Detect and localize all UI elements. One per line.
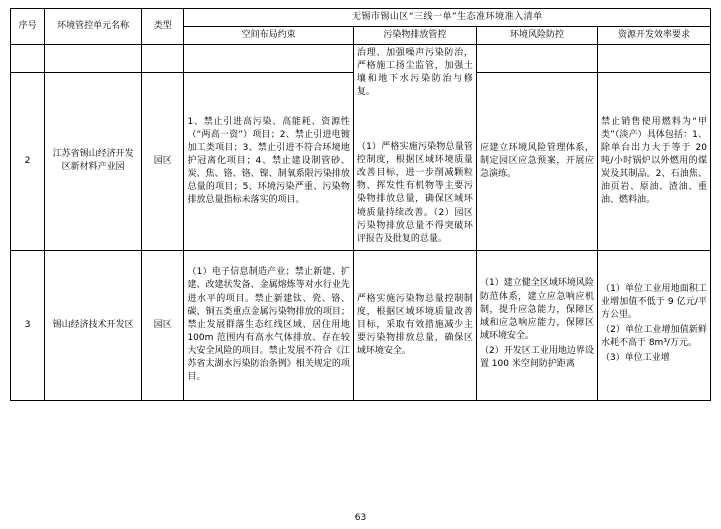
row-3-resource-block-2: （3）单位工业增 xyxy=(600,353,670,364)
page-number: 63 xyxy=(354,513,367,523)
row-3-risk-block-1: （2）开发区工业用地边界设置 100 米空间防护距离 xyxy=(479,345,594,369)
row-2-space: 1、禁止引进高污染、高能耗、资源性（“两高一资”）项目；2、禁止引进电镀加工类项目；3、禁止引进不符合环境地护冠离化项目；4、禁止建设制管砂、炭、焦、铬、铬、镍、制氧系限污染排放总量的项目；5、环境污染严重、污染物排放总量指标未落实的项目。 xyxy=(184,73,353,251)
row-2-pollution xyxy=(353,45,476,251)
header-resource-efficiency: 资源开发效率要求 xyxy=(597,27,710,45)
row-continuation-seq xyxy=(11,45,45,73)
row-3-unit-name: 锡山经济技术开发区 xyxy=(45,250,142,400)
row-3-resource xyxy=(597,250,710,400)
table-row xyxy=(11,45,711,73)
row-2-risk: 应建立环境风险管理体系，制定园区应急预案，开展应急演练。 xyxy=(476,73,597,251)
row-3-type: 园区 xyxy=(142,250,184,400)
row-continuation-space xyxy=(184,45,353,73)
row-3-space: （1）电子信息制造产业；禁止新建、扩建、改建状发备、金属熔炼等对水行业先进水平的项目。禁止新建钛、瓷、铬、碳、铜五类重点金属污染物排放的项目；禁止发展群落生态红线区域、居住用地 100m 范围内有高水气体排放、存在较大安全风险的项目。禁止发展不符合《江苏省太湖水污染防治条例》相关规定的项目。 xyxy=(184,250,353,400)
row-2-pollution-block-1: （1）严格实施污染物总量管控制度，根据区域环境质量改善目标，进一步削减颗粒物、挥发性有机物等主要污染物排放总量，确保区域环境质量持续改善。（2）园区污染物排放总量不得突破环评报告及批复的总量。 xyxy=(356,142,473,244)
header-type: 类型 xyxy=(142,9,184,45)
table-header-title-row xyxy=(11,9,711,27)
header-pollution-control: 污染物排放管控 xyxy=(353,27,476,45)
row-3-risk-block-0: （1）建立健全区域环境风险防范体系，建立应急响应机制，提升应急能力，保障区域和应急响应能力，保障区域环境安全。 xyxy=(479,278,594,341)
row-continuation-risk xyxy=(476,45,597,73)
header-unit-name: 环境管控单元名称 xyxy=(45,9,142,45)
row-2-pollution-block-0: 治理、加强噪声污染防治，严格施工扬尘监管，加强土壤和地下水污染防治与修复。 xyxy=(356,48,473,98)
table-title: 无锡市锡山区“三线一单”生态准环境准入清单 xyxy=(184,9,711,27)
row-3-seq: 3 xyxy=(11,250,45,400)
header-risk-control: 环境风险防控 xyxy=(476,27,597,45)
row-2-seq: 2 xyxy=(11,73,45,251)
row-2-resource: 禁止销售使用燃料为“甲类”（淡产）具体包括：1、除单台出力大于等于 20 吨/小时锅炉以外燃用的煤炭及其制品。2、石油焦、油页岩、原油、渣油、重油、燃料油。 xyxy=(597,73,710,251)
row-3-pollution: 严格实施污染物总量控制制度，根据区域环境质量改善目标，采取有效措施减少主要污染物排放总量，确保区域环境安全。 xyxy=(353,250,476,400)
row-continuation-resource xyxy=(597,45,710,73)
row-3-risk xyxy=(476,250,597,400)
row-3-resource-block-0: （1）单位工业用地面积工业增加值不低于 9 亿元/平方公里。 xyxy=(600,284,707,321)
environmental-control-table xyxy=(10,8,711,401)
row-3-resource-block-1: （2）单位工业增加值新鲜水耗不高于 8m³/万元。 xyxy=(600,325,707,349)
row-continuation-name xyxy=(45,45,142,73)
header-space-constraint: 空间布局约束 xyxy=(184,27,353,45)
row-2-unit-name: 江苏省锡山经济开发区新材料产业园 xyxy=(45,73,142,251)
table-row xyxy=(11,250,711,400)
header-seq: 序号 xyxy=(11,9,45,45)
row-continuation-type xyxy=(142,45,184,73)
row-2-type: 园区 xyxy=(142,73,184,251)
